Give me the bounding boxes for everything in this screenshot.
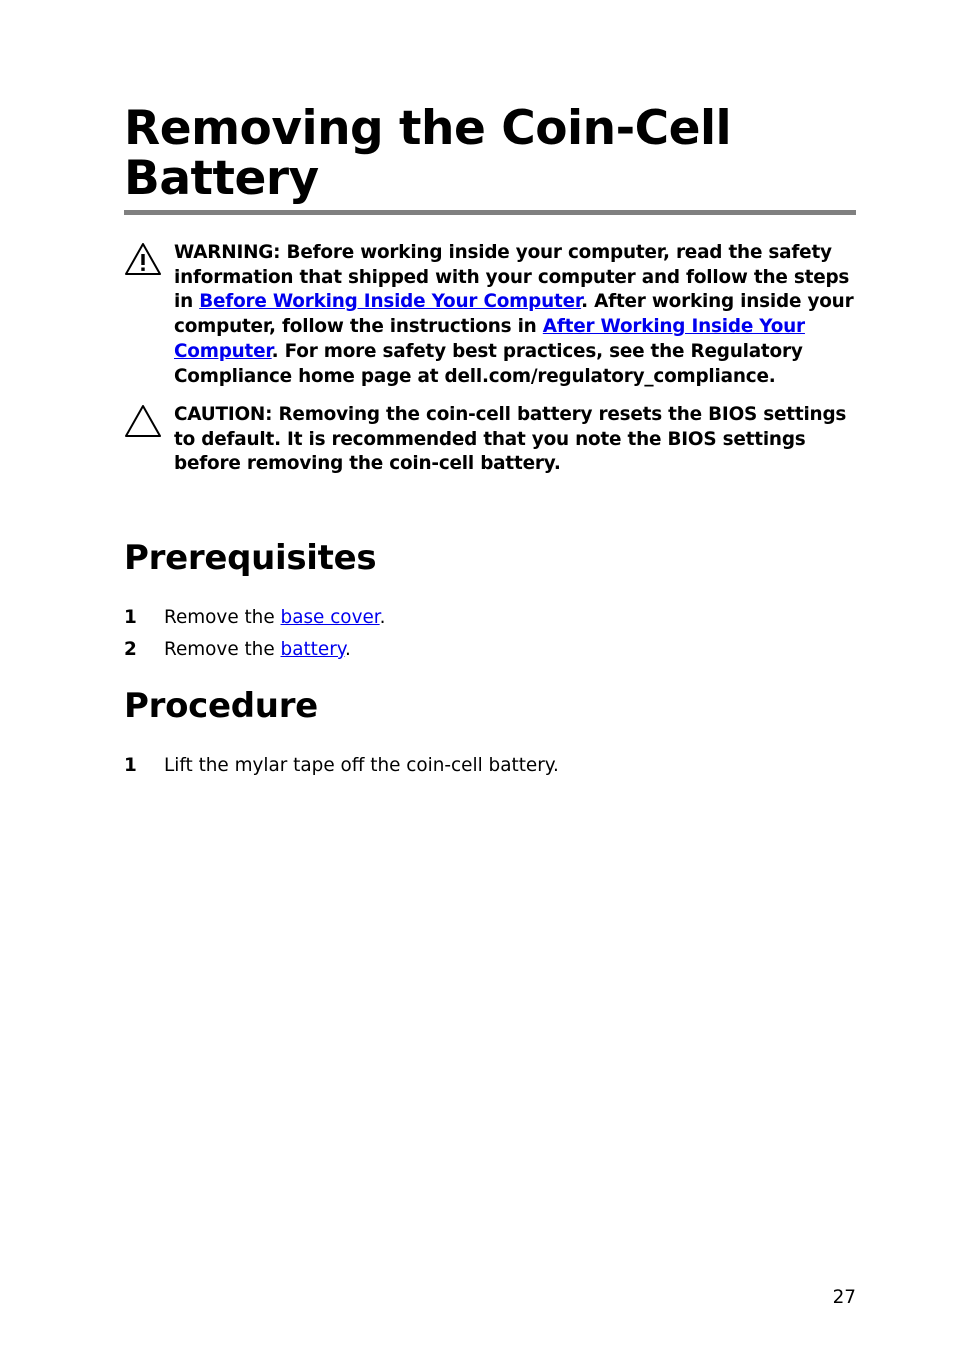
step-number: 2 <box>124 639 137 660</box>
warning-text-part2: . After working inside your computer, follow the instructions in <box>174 291 854 338</box>
step-suffix: . <box>345 639 351 660</box>
base-cover-link[interactable]: base cover <box>280 607 380 628</box>
prerequisites-heading: Prerequisites <box>124 538 377 578</box>
battery-link[interactable]: battery <box>280 639 346 660</box>
warning-text <box>174 241 864 389</box>
step-number: 1 <box>124 755 137 776</box>
caution-icon <box>124 404 162 438</box>
step-text <box>164 638 351 662</box>
page-number: 27 <box>832 1287 856 1308</box>
title-rule <box>124 210 856 215</box>
step-text: Lift the mylar tape off the coin-cell battery. <box>164 755 559 776</box>
warning-text-part1: WARNING: Before working inside your computer, read the safety information that shipped with your computer and follow the steps in <box>174 242 850 313</box>
warning-text-part3: . For more safety best practices, see the Regulatory Compliance home page at dell.com/regulatory_compliance. <box>174 340 803 387</box>
step-suffix: . <box>379 607 386 628</box>
page-title: Removing the Coin-Cell Battery <box>124 101 732 206</box>
step-prefix: Remove the <box>164 607 281 628</box>
warning-icon <box>124 242 162 276</box>
before-working-link[interactable]: Before Working Inside Your Computer <box>199 291 582 313</box>
step-text <box>164 606 386 630</box>
caution-text: CAUTION: Removing the coin-cell battery resets the BIOS settings to default. It is recommended that you note the BIOS settings before removing the coin-cell battery. <box>174 404 847 475</box>
procedure-heading: Procedure <box>124 686 318 726</box>
step-prefix: Remove the <box>164 639 281 660</box>
after-working-link[interactable]: After Working Inside Your Computer <box>174 316 805 362</box>
step-number: 1 <box>124 607 137 628</box>
